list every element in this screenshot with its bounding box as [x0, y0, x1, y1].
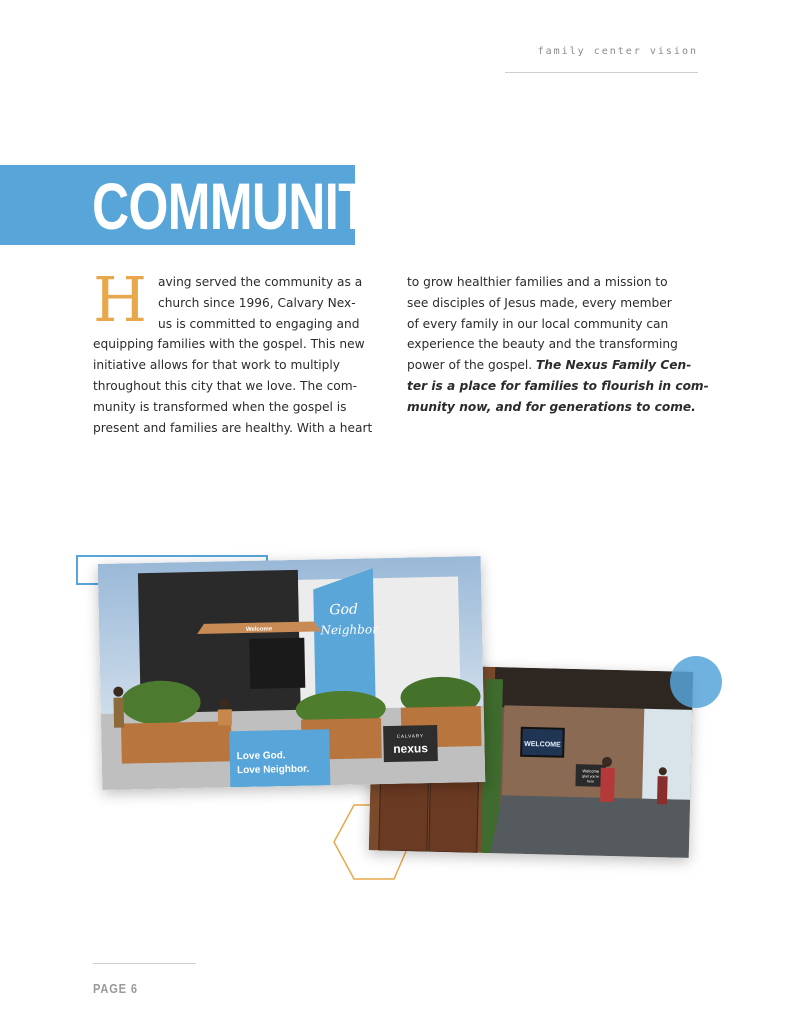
brand-large-text: nexus: [393, 741, 429, 756]
body-line: munity is transformed when the gospel is: [93, 399, 347, 414]
circle-accent: [670, 656, 722, 708]
body-line: church since 1996, Calvary Nex-: [158, 295, 356, 310]
exterior-rendering-photo: [98, 556, 486, 790]
body-line: equipping families with the gospel. This new: [93, 337, 365, 352]
body-column-left: [93, 272, 375, 438]
wall-script-text: Neighbor: [320, 622, 378, 638]
body-line: aving served the community as a: [158, 275, 363, 289]
body-line: initiative allows for that work to multiply: [93, 358, 340, 373]
body-line-emphasis: ter is a place for families to flourish in com-: [407, 378, 709, 393]
brand-small-text: CALVARY: [396, 733, 425, 739]
interior-sign-line: glad you're: [582, 774, 600, 779]
page-number: PAGE 6: [93, 981, 138, 996]
running-head: family center vision: [537, 46, 698, 57]
welcome-sign-text: Welcome: [245, 626, 273, 633]
footer-rule: [93, 963, 196, 964]
section-title: COMMUNITY: [92, 169, 403, 243]
body-line: present and families are healthy. With a heart: [93, 420, 373, 435]
body-line-emphasis: munity now, and for generations to come.: [407, 399, 696, 414]
header-rule: [505, 72, 698, 73]
body-text-plain: power of the gospel.: [407, 358, 536, 373]
body-line: throughout this city that we love. The com-: [93, 378, 358, 393]
body-line: see disciples of Jesus made, every member: [407, 295, 672, 310]
drop-cap: H: [93, 263, 148, 336]
wall-script-text: God: [329, 601, 359, 619]
body-line: experience the beauty and the transforming: [407, 337, 678, 352]
interior-sign-line: here: [586, 779, 595, 784]
body-line: [407, 355, 697, 376]
body-line: us is committed to engaging and: [158, 316, 360, 331]
interior-screen-text: WELCOME: [524, 740, 561, 749]
body-line: to grow healthier families and a mission to: [407, 275, 668, 289]
body-text-emphasis: The Nexus Family Cen-: [535, 358, 692, 373]
body-column-right: [407, 272, 709, 418]
interior-sign-line: Welcome: [582, 768, 600, 774]
banner-text: Love God.: [236, 750, 286, 763]
body-line: of every family in our local community can: [407, 316, 669, 331]
banner-text: Love Neighbor.: [236, 763, 310, 777]
